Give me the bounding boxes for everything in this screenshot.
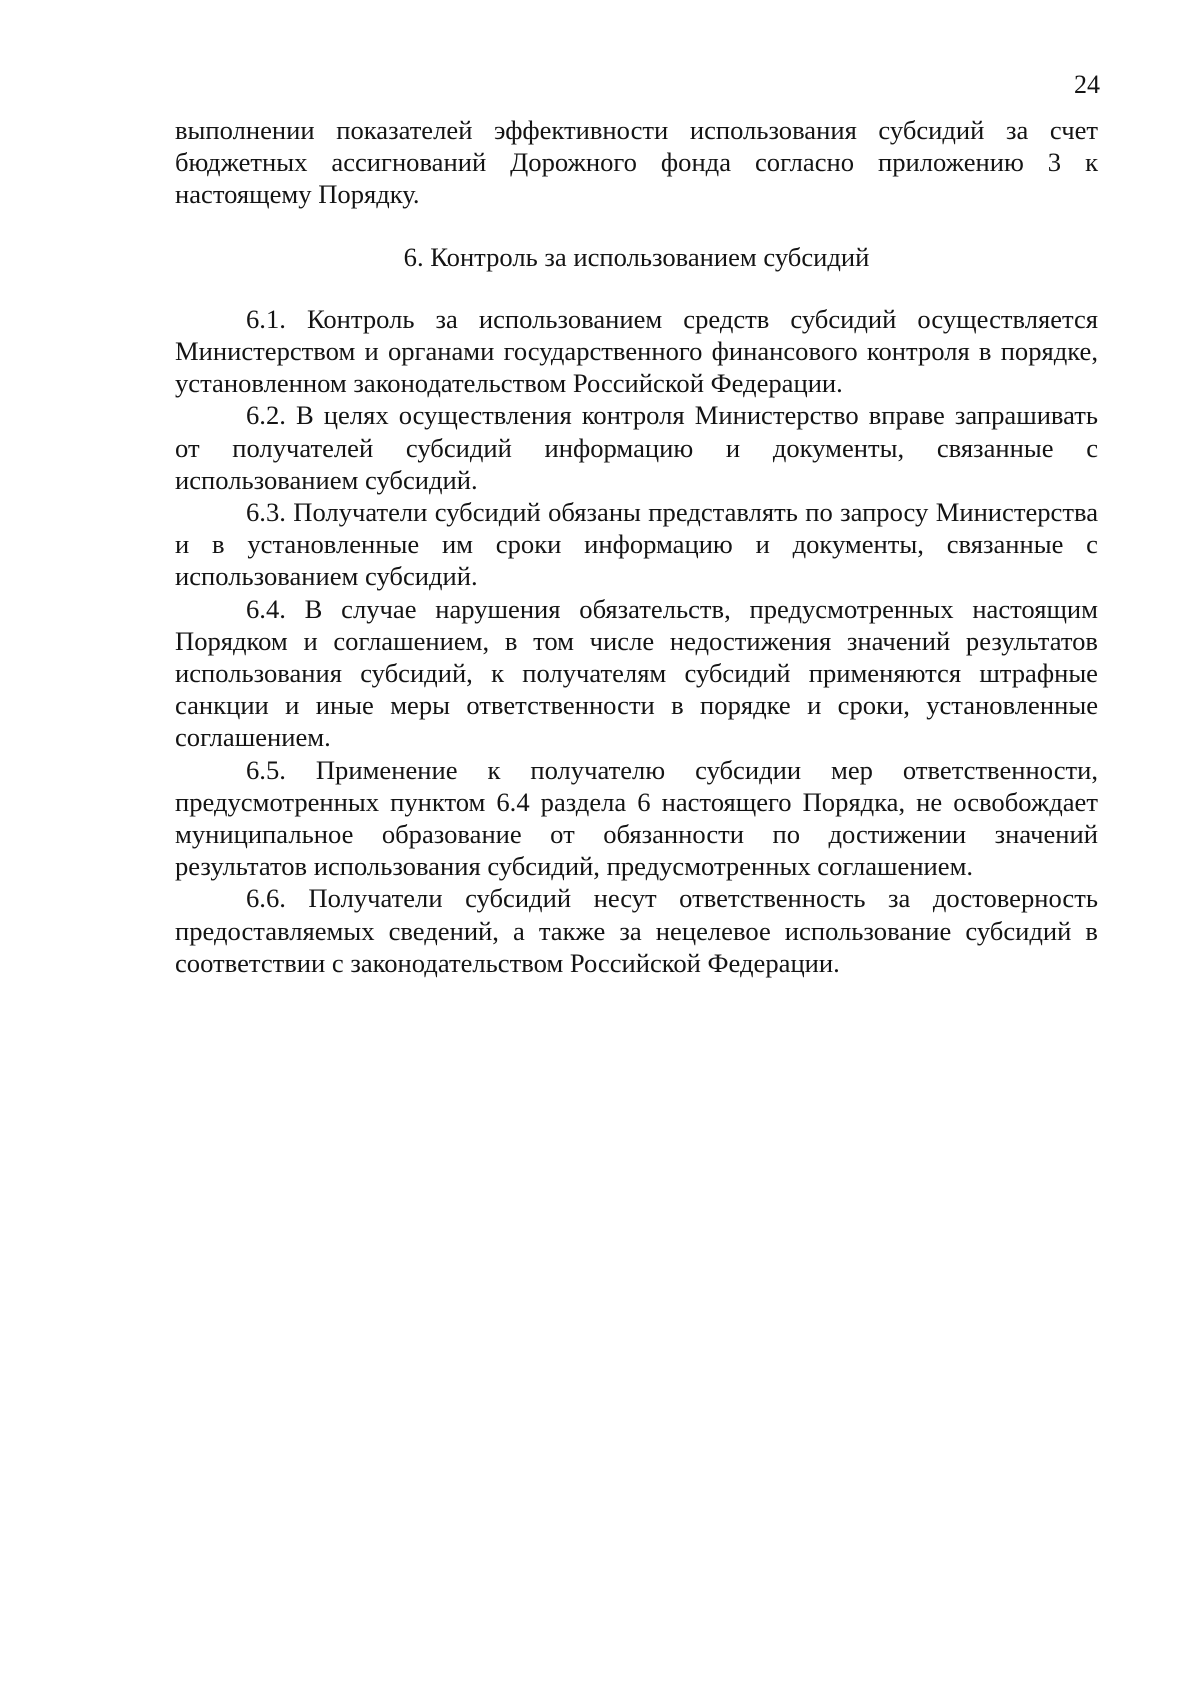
paragraph-6-1: 6.1. Контроль за использованием средств субсидий осуществляется Министерством и органами государственного финансового контроля в порядке, установленном законодательством Российской Федерации. xyxy=(175,303,1098,399)
document-body xyxy=(175,114,1098,979)
paragraph-6-2: 6.2. В целях осуществления контроля Министерство вправе запрашивать от получателей субсидий информацию и документы, связанные с использованием субсидий. xyxy=(175,400,1098,495)
page-number: 24 xyxy=(1074,70,1100,99)
paragraph-6-5: 6.5. Применение к получателю субсидии мер ответственности, предусмотренных пунктом 6.4 раздела 6 настоящего Порядка, не освобождает муниципальное образование от обязанности по достижении значений результатов использования субсидий, предусмотренных соглашением. xyxy=(175,754,1098,882)
section-title: 6. Контроль за использованием субсидий xyxy=(403,241,870,272)
paragraph-6-6: 6.6. Получатели субсидий несут ответственность за достоверность предоставляемых сведений, а также за нецелевое использование субсидий в соответствии с законодательством Российской Федерации. xyxy=(175,883,1098,978)
continuation-paragraph: выполнении показателей эффективности использования субсидий за счет бюджетных ассигнований Дорожного фонда согласно приложению 3 к настоящему Порядку. xyxy=(175,115,1098,210)
paragraph-6-4: 6.4. В случае нарушения обязательств, предусмотренных настоящим Порядком и соглашением, в том числе недостижения значений результатов использования субсидий, к получателям субсидий применяются штрафные санкции и иные меры ответственности в порядке и сроки, установленные соглашением. xyxy=(175,593,1098,753)
paragraph-6-3: 6.3. Получатели субсидий обязаны представлять по запросу Министерства и в установленные им сроки информацию и документы, связанные с использованием субсидий. xyxy=(175,497,1098,592)
